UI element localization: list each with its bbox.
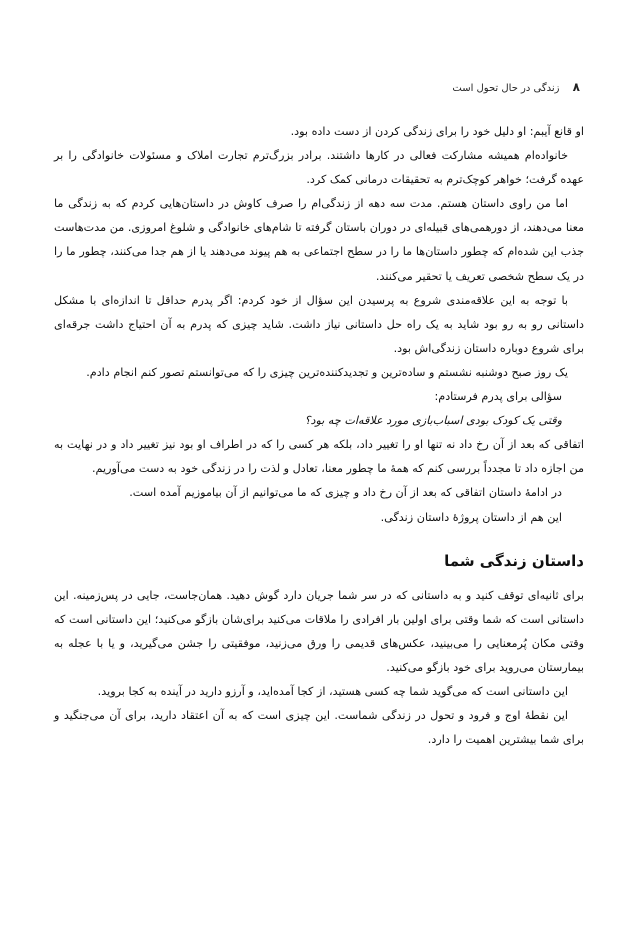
paragraph: یک روز صبح دوشنبه نشستم و ساده‌ترین و تجدیدکننده‌ترین چیزی را که می‌توانستم تصور کنم انجام دادم. [86, 365, 568, 379]
closing-line: در ادامهٔ داستان اتفاقی که بعد از آن رخ داد و چیزی که ما می‌توانیم از آن بیاموزیم آمده است. [129, 486, 562, 500]
page-body [54, 120, 584, 752]
section-heading: داستان زندگی شما [444, 551, 584, 570]
paragraph: او قانع آیبم: او دلیل خود را برای زندگی کردن از دست داده بود. [290, 125, 584, 138]
paragraph: خانواده‌ام همیشه مشارکت فعالی در کارها داشتند. برادر بزرگ‌ترم تجارت املاک و مسئولات خانوادگی را بر عهده گرفت؛ خواهر کوچک‌ترم به تحقیقات درمانی کمک کرد. [54, 149, 584, 187]
page-header [60, 80, 580, 100]
quote-line: سؤالی برای پدرم فرستادم: [434, 390, 562, 404]
page-number: ۸ [572, 80, 580, 94]
paragraph: اتفاقی که بعد از آن رخ داد نه تنها او را تغییر داد، بلکه هر کسی را که در اطراف او بود نیز تغییر داد و در نهایت به من اجازه داد تا مجدداً بررسی کنم که همهٔ ما چطور معنا، تعادل و لذت را در زندگی خود به دست می‌آوریم. [54, 438, 584, 476]
paragraph: این نقطهٔ اوج و فرود و تحول در زندگی شماست. این چیزی است که به آن اعتقاد دارید، برای آن می‌جنگید و برای شما بیشترین اهمیت را دارد. [54, 709, 584, 747]
paragraph: با توجه به این علاقه‌مندی شروع به پرسیدن این سؤال از خود کردم: اگر پدرم حداقل تا اندازه‌ای با مشکل داستانی رو به رو بود شاید به یک راه حل داستانی نیاز داشت. شاید چیزی که پدرم به آن احتیاج داشت جرقه‌ای برای شروع دوباره داستان زندگی‌اش بود. [54, 293, 584, 355]
paragraph: اما من راوی داستان هستم. مدت سه دهه از زندگی‌ام را صرف کاوش در داستان‌هایی کردم که به زندگی ما معنا می‌دهند، از دورهمی‌های قبیله‌ای در دوران باستان گرفته تا شام‌های خانوادگی و شلوغ امروزی. من مدت‌هاست جذب این شده‌ام که چطور داستان‌ها ما را در سطح اجتماعی به هم پیوند می‌دهند یا از هم جدا می‌کنند، چطور ما را در یک سطح شخصی تعریف یا تحقیر می‌کنند. [54, 197, 584, 283]
running-title: زندگی در حال تحول است [452, 83, 560, 94]
paragraph: برای ثانیه‌ای توقف کنید و به داستانی که در سر شما جریان دارد گوش دهید. همان‌جاست، جایی در پس‌زمینه. این داستانی است که شما وقتی برای اولین بار افرادی را ملاقات می‌کنید برای‌شان بازگو می‌کنید؛ این داستانی است که وقتی مکان پُرمعنایی را می‌بینید، عکس‌های قدیمی را ورق می‌زنید، موفقیتی را جشن می‌گیرید، و یا با عجله به بیمارستان می‌روید برای خود بازگو می‌کنید. [54, 588, 584, 674]
quote-question: وقتی یک کودک بودی اسباب‌بازی مورد علاقه‌ات چه بود؟ [304, 414, 562, 428]
closing-line: این هم از داستان پروژهٔ داستان زندگی. [380, 510, 562, 524]
paragraph: این داستانی است که می‌گوید شما چه کسی هستید، از کجا آمده‌اید، و آرزو دارید در آینده به کجا بروید. [97, 684, 568, 698]
